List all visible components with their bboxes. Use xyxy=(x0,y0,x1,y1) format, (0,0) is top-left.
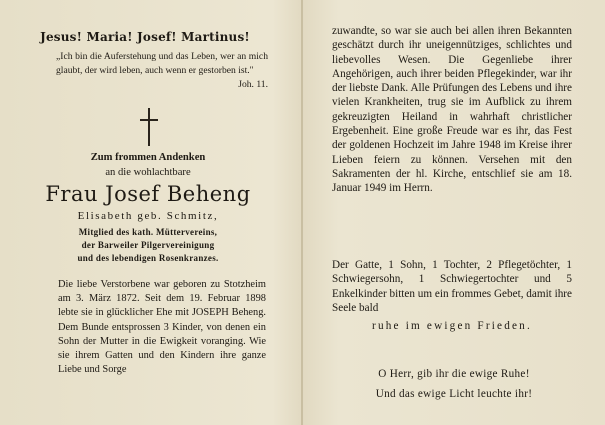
biography-continued: zuwandte, so war sie auch bei allen ihren Bekannten geschätzt durch ihr uneigennütziges, schlichtes und liebevolles Wesen. Die Gegenliebe ihrer Angehörigen, auch ihrer beiden Pflegekinder, war ihr der liebste Dank. Alle Prüfungen des Lebens und ihre vielen Krankheiten, trug sie im Aufblick zu ihrem gekreuzigten Heiland in wahrhaft christlicher Ergebenheit. Eine große Freude war es ihr, das Fest der goldenen Hochzeit im Jahre 1948 im Kreise ihrer Lieben feiern zu können. Versehen mit den Sakramenten der hl. Kirche, entschlief sie am 18. Januar 1949 im Herrn. xyxy=(332,25,572,195)
closing-prayer xyxy=(326,364,582,404)
deceased-name: Frau Josef Beheng xyxy=(45,182,251,206)
memory-heading xyxy=(10,150,286,180)
quote-text: „Ich bin die Auferstehung und das Leben, wer an mich glaubt, der wird leben, auch wenn er gestorben ist." xyxy=(56,51,268,76)
scripture-quote xyxy=(56,50,268,92)
invocation-header: Jesus! Maria! Josef! Martinus! xyxy=(40,30,250,44)
memberships xyxy=(10,226,286,265)
prayer-line-2: Und das ewige Licht leuchte ihr! xyxy=(375,388,533,400)
memory-line-2: an die wohlachtbare xyxy=(105,167,191,178)
membership-line: Mitglied des kath. Müttervereins, xyxy=(78,227,218,237)
memory-line-1: Zum frommen Andenken xyxy=(90,152,206,163)
quote-reference: Joh. 11. xyxy=(238,79,268,90)
family-request: Der Gatte, 1 Sohn, 1 Tochter, 2 Pflegetöchter, 1 Schwiegersohn, 1 Schwiegertochter und 5 Enkelkinder bitten um ein frommes Gebet, damit ihre Seele bald xyxy=(332,259,572,314)
membership-line: der Barweiler Pilgervereinigung xyxy=(81,240,215,250)
cross-icon xyxy=(140,108,158,146)
card-fold xyxy=(301,0,303,425)
membership-line: und des lebendigen Rosenkranzes. xyxy=(77,253,219,263)
prayer-line-1: O Herr, gib ihr die ewige Ruhe! xyxy=(378,368,530,380)
maiden-name: Elisabeth geb. Schmitz, xyxy=(77,210,219,222)
rest-in-peace-line: ruhe im ewigen Frieden. xyxy=(372,320,532,332)
biography-text: Die liebe Verstorbene war geboren zu Stotzheim am 3. März 1872. Seit dem 19. Februar 1898 lebte sie in glücklicher Ehe mit JOSEPH Beheng. Dem Bunde entsprossen 3 Kinder, von denen ein Sohn der Mutter in die Ewigkeit voranging. Wie sie ihrem Gatten und den Kindern ihre ganze Liebe und Sorge xyxy=(58,279,266,376)
